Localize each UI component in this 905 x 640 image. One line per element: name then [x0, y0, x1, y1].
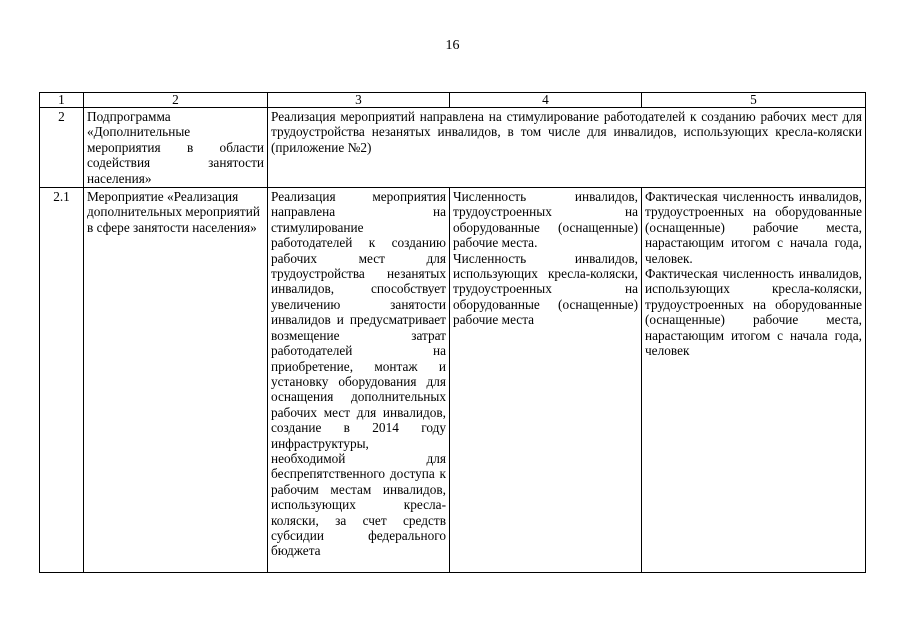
row-number: 2: [40, 108, 84, 188]
subprogram-description: Реализация мероприятий направлена на стимулирование работодателей к созданию рабочих мест для трудоустройства незанятых инвалидов, в том числе для инвалидов, использующих кресла-коляски (приложение №2): [268, 108, 866, 188]
row-number: 2.1: [40, 188, 84, 573]
table-row: [40, 108, 866, 188]
subprogram-name: Подпрограмма «Дополнительные мероприятия в области содействия занятости населения»: [84, 108, 268, 188]
page-number: 16: [445, 38, 460, 53]
measure-results: [642, 188, 866, 573]
measure-description: Реализация мероприятия направлена на стимулирование работодателей к созданию рабочих мест для трудоустройства незанятых инвалидов, способствует увеличению занятости инвалидов и предусматривает возмещение затрат работодателей на приобретение, монтаж и установку оборудования для оснащения дополнительных рабочих мест для инвалидов, создание в 2014 году инфраструктуры, необходимой для беспрепятственного доступа к рабочим местам инвалидов, использующих кресла-коляски, за счет средств субсидии федерального бюджета: [268, 188, 450, 573]
column-header: 2: [84, 93, 268, 108]
measure-indicators: [450, 188, 642, 573]
table-header-row: [40, 93, 866, 108]
indicator-item: Численность инвалидов, использующих кресла-коляски, трудоустроенных на оборудованные (оснащенные) рабочие места: [453, 250, 638, 328]
result-item: Фактическая численность инвалидов, использующих кресла-коляски, трудоустроенных на оборудованные (оснащенные) рабочие места, нарастающим итогом с начала года, человек: [645, 266, 862, 359]
result-item: Фактическая численность инвалидов, трудоустроенных на оборудованные (оснащенные) рабочие места, нарастающим итогом с начала года, человек.: [645, 189, 862, 266]
indicator-item: Численность инвалидов, трудоустроенных на оборудованные (оснащенные) рабочие места.: [453, 189, 638, 251]
program-table: [39, 92, 866, 573]
column-header: 1: [40, 93, 84, 108]
measure-name: Мероприятие «Реализация дополнительных мероприятий в сфере занятости населения»: [84, 188, 268, 573]
table-row: [40, 188, 866, 573]
column-header: 3: [268, 93, 450, 108]
column-header: 4: [450, 93, 642, 108]
column-header: 5: [642, 93, 866, 108]
